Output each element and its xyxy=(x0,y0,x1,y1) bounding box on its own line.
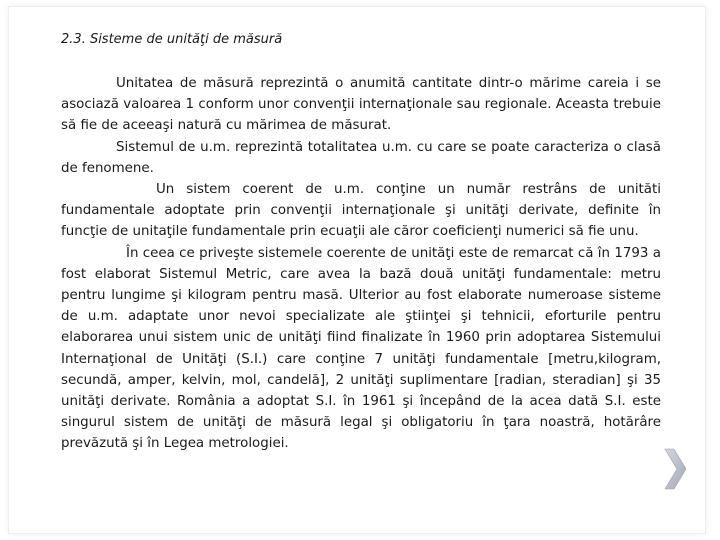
paragraph-coherent-system: Un sistem coerent de u.m. conţine un număr restrâns de unităti fundamentale adoptate prin convenţii internaţionale şi unităţi derivate, definite în funcţie de unitaţile fundamentale prin ecuaţii ale căror coeficienţi numerici să fie unu. xyxy=(61,182,661,240)
next-slide-button[interactable] xyxy=(662,446,688,492)
body-text xyxy=(61,73,661,455)
paragraph-history-si: În ceea ce priveşte sistemele coerente de unităţi este de remarcat că în 1793 a fost elaborat Sistemul Metric, care avea la bază două unităţi fundamentale: metru pentru lungime şi kilogram pentru masă. Ulterior au fost elaborate numeroase sisteme de u.m. adaptate unor nevoi specializate ale ştiinţei şi tehnicii, eforturile pentru elaborarea unui sistem unic de unităţi fiind finalizate în 1960 prin adoptarea Sistemului Internaţional de Unităţi (S.I.) care conţine 7 unităţi fundamentale [metru,kilogram, secundă, amper, kelvin, mol, candelă], 2 unităţi suplimentare [radian, steradian] şi 35 unităţi derivate. România a adoptat S.I. în 1961 şi începând de la acea dată S.I. este singurul sistem de unităţi de măsură legal şi obligatoriu în ţara noastră, hotărâre prevăzută şi în Legea metrologiei. xyxy=(61,245,661,452)
chevron-right-icon xyxy=(662,446,688,492)
paragraph-definition-system: Sistemul de u.m. reprezintă totalitatea u.m. cu care se poate caracteriza o clasă de fenomene. xyxy=(61,139,661,176)
section-title: 2.3. Sisteme de unităţi de măsură xyxy=(61,32,283,47)
paragraph-definition-unit: Unitatea de măsură reprezintă o anumită cantitate dintr-o mărime careia i se asociază valoarea 1 conform unor convenţii internaţionale sau regionale. Aceasta trebuie să fie de aceeaşi natură cu mărimea de măsurat. xyxy=(61,76,661,134)
